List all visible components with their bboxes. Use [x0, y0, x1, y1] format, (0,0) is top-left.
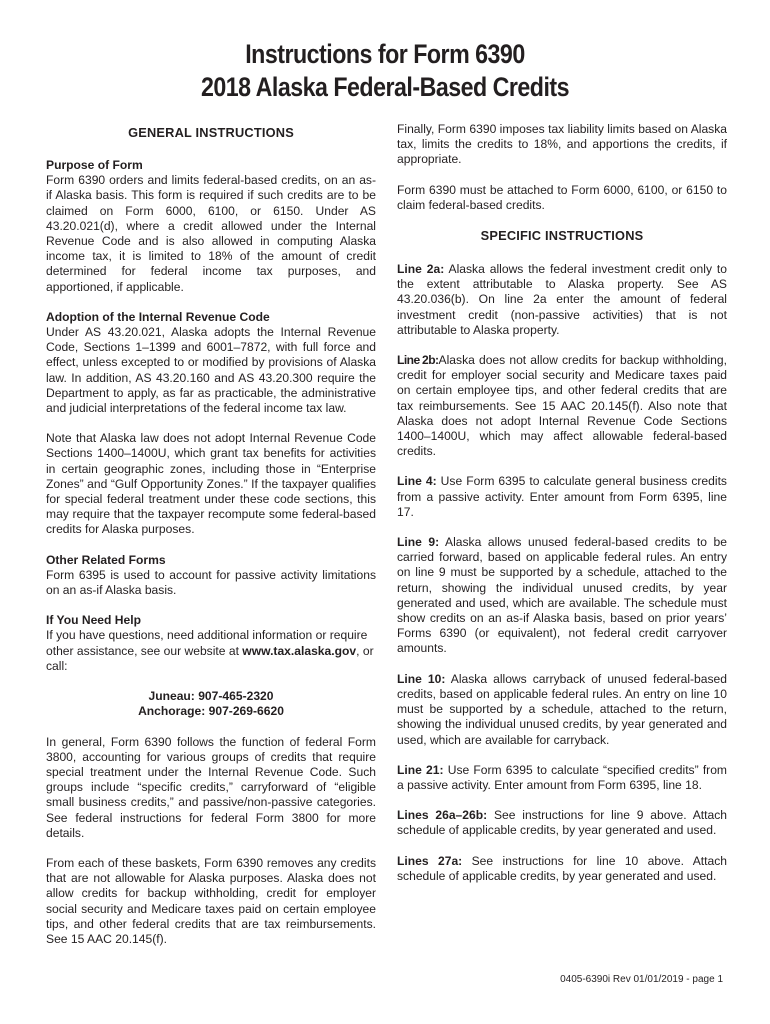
attach-paragraph: Form 6390 must be attached to Form 6000, 6100, or 6150 to claim federal-based credits.	[397, 182, 727, 212]
line-text: See instructions for line 10 above. Attach schedule of applicable credits, by year generated and used.	[397, 853, 728, 883]
page-footer: 0405-6390i Rev 01/01/2019 - page 1	[560, 974, 723, 985]
note-paragraph: Note that Alaska law does not adopt Internal Revenue Code Sections 1400–1400U, which grant tax benefits for activities in certain geographic zones, including those in “Enterprise Zones” and “Gulf Opportunity Zones.” If the taxpayer qualifies for special federal treatment under these code sections, this may require that the taxpayer recompute some federal-based credits for Alaska purposes.	[46, 431, 376, 537]
website-link[interactable]: www.tax.alaska.gov	[242, 643, 357, 658]
line-21-instruction	[397, 763, 727, 793]
anchorage-phone: Anchorage: 907-269-6620	[138, 704, 284, 719]
adoption-section	[46, 310, 376, 416]
line-text: See instructions for line 9 above. Attach schedule of applicable credits, by year generated and used.	[397, 808, 727, 838]
help-text-end: , or call:	[46, 643, 374, 673]
line-9-instruction	[397, 535, 727, 657]
juneau-phone: Juneau: 907-465-2320	[148, 689, 274, 704]
line-text: Alaska allows unused federal-based credits to be carried forward, based on applicable federal rules. An entry on line 9 must be supported by a schedule, attached to the return, showing the individual unused credits, by year generated and used, which are available. The schedule must show credits on an as-if Alaska basis, based on prior years’ Forms 6390 (or equivalent), not federal credit carryover amounts.	[397, 535, 727, 656]
general-paragraph: In general, Form 6390 follows the function of federal Form 3800, accounting for various groups of credits that require special treatment under the Internal Revenue Code. Such groups include “specific credits,” carryforward of “eligible small business credits,” and passive/non-passive categories. See federal instructions for federal Form 3800 for more details.	[46, 734, 376, 840]
lines-27-instruction	[397, 854, 727, 884]
help-text: If you have questions, need additional information or require other assistance, see our website at	[46, 628, 368, 658]
line-2a-instruction	[397, 262, 727, 338]
finally-paragraph: Finally, Form 6390 imposes tax liability limits based on Alaska tax, limits the credits to 18%, and apportions the credits, if appropriate.	[397, 122, 727, 167]
line-10-instruction	[397, 672, 727, 748]
line-label: Line 9:	[397, 535, 440, 550]
line-text: Alaska allows carryback of unused federal-based credits, based on applicable federal rules. An entry on line 10 must be supported by a schedule, attached to the return, showing the individual unused credits, by year generated and used, which are available for carryback.	[397, 671, 727, 747]
title-line-1: Instructions for Form 6390	[245, 39, 525, 69]
adoption-text: Under AS 43.20.021, Alaska adopts the Internal Revenue Code, Sections 1–1399 and 6001–7872, with full force and effect, unless excepted to or modified by provisions of Alaska law. In addition, AS 43.20.160 and AS 43.20.300 require the Department to apply, as far as practicable, the administrative and judicial interpretations of the federal income tax law.	[46, 325, 376, 416]
line-text: Use Form 6395 to calculate “specified credits” from a passive activity. Enter amount from Form 6395, line 18.	[397, 762, 728, 792]
lines-26-instruction	[397, 808, 727, 838]
purpose-of-form-section	[46, 158, 376, 295]
general-instructions-heading: GENERAL INSTRUCTIONS	[128, 125, 294, 140]
line-label: Line 2a:	[397, 262, 445, 277]
phone-numbers	[46, 689, 376, 719]
line-label: Line 10:	[397, 671, 446, 686]
specific-instructions-heading: SPECIFIC INSTRUCTIONS	[480, 228, 644, 244]
line-text: Use Form 6395 to calculate general business credits from a passive activity. Enter amount from Form 6395, line 17.	[397, 474, 727, 519]
left-column	[46, 122, 376, 962]
other-related-forms-heading: Other Related Forms	[46, 552, 166, 567]
line-label: Lines 27a:	[397, 853, 463, 868]
line-label: Lines 26a–26b:	[397, 808, 488, 823]
line-label: Line 2b:	[397, 353, 439, 368]
help-heading: If You Need Help	[46, 613, 141, 628]
purpose-of-form-heading: Purpose of Form	[46, 158, 143, 172]
adoption-heading: Adoption of the Internal Revenue Code	[46, 309, 270, 324]
title-line-2: 2018 Alaska Federal-Based Credits	[200, 72, 570, 102]
line-text: Alaska allows the federal investment credit only to the extent attributable to Alaska property. See AS 43.20.036(b). On line 2a enter the amount of federal investment credit (non-passive activities) that is not attributable to Alaska property.	[397, 262, 727, 337]
line-2b-instruction	[397, 353, 727, 459]
line-label: Line 21:	[397, 762, 444, 777]
help-section	[46, 613, 376, 674]
line-label: Line 4:	[397, 474, 437, 489]
baskets-paragraph: From each of these baskets, Form 6390 removes any credits that are not allowable for Alaska purposes. Alaska does not allow credits for backup withholding, credit for employer social security and Medicare taxes paid on certain employee tips, and other federal credits that are tax reimbursements. See 15 AAC 20.145(f).	[46, 855, 376, 946]
line-text: Alaska does not allow credits for backup withholding, credit for employer social security and Medicare taxes paid on certain employee tips, and other federal credits that are tax reimbursements. See 15 AAC 20.145(f). Also note that Alaska does not adopt Internal Revenue Code Sections 1400–1400U, which may affect allowable federal-based credits.	[397, 353, 727, 459]
right-column	[397, 122, 727, 899]
other-related-forms-section	[46, 553, 376, 599]
line-4-instruction	[397, 474, 727, 520]
other-related-forms-text: Form 6395 is used to account for passive activity limitations on an as-if Alaska basis.	[46, 567, 376, 598]
purpose-of-form-text: Form 6390 orders and limits federal-based credits, on an as-if Alaska basis. This form is required if such credits are to be claimed on Form 6000, 6100, or 6150. Under AS 43.20.021(d), where a credit allowed under the Internal Revenue Code and is also allowed in computing Alaska income tax, it is limited to 18% of the amount of credit determined for federal income tax purposes, and apportioned, if applicable.	[46, 173, 376, 294]
document-title	[0, 38, 770, 104]
